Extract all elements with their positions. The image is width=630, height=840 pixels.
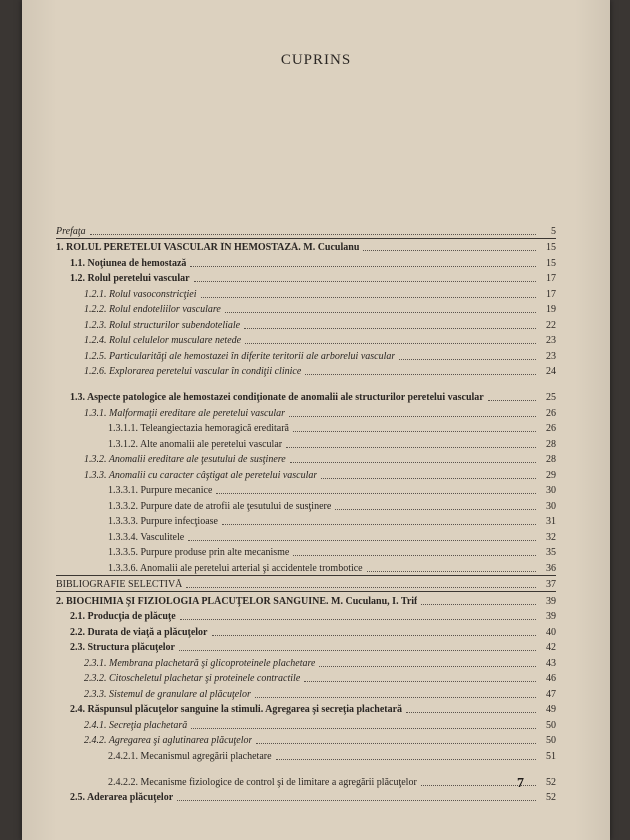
toc-entry [56, 591, 556, 608]
toc-entry-page: 37 [546, 579, 556, 590]
toc-entry-title: 2.5. Aderarea plăcuţelor [70, 792, 174, 803]
toc-entry-page: 23 [546, 335, 556, 346]
toc-entry-title: BIBLIOGRAFIE SELECTIVĂ [56, 579, 183, 590]
dot-leader [399, 359, 536, 360]
toc-entry-page: 26 [546, 423, 556, 434]
toc-entry-title: 1.2. Rolul peretelui vascular [70, 273, 190, 284]
dot-leader [276, 759, 536, 760]
dot-leader [255, 697, 536, 698]
toc-entry-page: 17 [546, 288, 556, 300]
toc-entry-page: 43 [546, 657, 556, 669]
toc-entry [56, 347, 556, 363]
toc-entry-title: 1.2.2. Rolul endoteliilor vasculare [84, 304, 221, 315]
toc-entry-page: 30 [546, 500, 556, 512]
toc-entry-title: Prefaţa [56, 225, 86, 237]
toc-entry-title: 2.3.1. Membrana plachetară şi glicoproteinele plachetare [84, 657, 316, 669]
toc-entry-page: 30 [546, 485, 556, 496]
toc-entry [56, 528, 556, 544]
toc-entry-page: 50 [546, 735, 556, 746]
toc-entry [56, 316, 556, 332]
toc-entry-page: 51 [546, 750, 556, 762]
toc-entry-page: 52 [546, 776, 556, 788]
toc-entry [56, 763, 556, 789]
toc-entry-page: 50 [546, 719, 556, 731]
toc-entry-title: 1.3.3. Anomalii cu caracter câştigat ale peretelui vascular [84, 469, 318, 481]
toc-entry-page: 35 [546, 547, 556, 558]
toc-entry-title: 2.4.1. Secreţia plachetară [84, 719, 188, 731]
toc-entry [56, 732, 556, 748]
toc-entry-title: 2.2. Durata de viaţă a plăcuţelor [70, 626, 208, 638]
toc-entry [56, 270, 556, 286]
toc-entry-title: 2.4.2.2. Mecanisme fiziologice de control şi de limitare a agregării plăcuţelor [108, 776, 417, 788]
dot-leader [286, 447, 536, 448]
toc-entry-title: 2.3. Structura plăcuţelor [70, 642, 175, 653]
toc-entry [56, 466, 556, 482]
toc-entry-title: 1.2.1. Rolul vasoconstricţiei [84, 288, 197, 300]
toc-entry [56, 363, 556, 379]
toc-entry-title: 1.3.3.2. Purpure date de atrofii ale ţesutului de susţinere [108, 500, 332, 512]
toc-entry-page: 40 [546, 626, 556, 638]
toc-entry [56, 254, 556, 270]
toc-entry-title: 2.4.2. Agregarea şi aglutinarea plăcuţelor [84, 735, 253, 746]
toc-entry [56, 513, 556, 529]
dot-leader [293, 431, 536, 432]
toc-entry [56, 716, 556, 732]
dot-leader [406, 712, 536, 713]
toc-entry-page: 49 [546, 704, 556, 715]
toc-entry-title: 1.3.2. Anomalii ereditare ale ţesutului de susţinere [84, 454, 286, 465]
toc-entry-title: 2.4.2.1. Mecanismul agregării plachetare [108, 750, 272, 762]
toc-entry-page: 52 [546, 792, 556, 803]
toc-entry-title: 1.3.3.5. Purpure produse prin alte mecanisme [108, 547, 290, 558]
toc-entry-title: 1.3.3.1. Purpure mecanice [108, 485, 213, 496]
dot-leader [194, 281, 536, 282]
dot-leader [186, 587, 536, 588]
dot-leader [180, 619, 536, 620]
dot-leader [304, 681, 536, 682]
dot-leader [319, 666, 536, 667]
dot-leader [321, 478, 536, 479]
dot-leader [290, 462, 536, 463]
toc-entry-page: 25 [546, 392, 556, 403]
dot-leader [256, 743, 536, 744]
toc-entry-page: 31 [546, 516, 556, 527]
dot-leader [289, 416, 536, 417]
toc-entry [56, 301, 556, 317]
page-title: CUPRINS [280, 52, 352, 68]
toc-entry-title: 2.3.3. Sistemul de granulare al plăcuţelor [84, 688, 251, 700]
toc-entry-page: 39 [546, 595, 556, 607]
toc-entry-title: 1.3.1.1. Teleangiectazia hemoragică ereditară [108, 423, 289, 434]
dot-leader [179, 650, 536, 651]
toc-entry-title: 2. BIOCHIMIA ŞI FIZIOLOGIA PLĂCUŢELOR SANGUINE. M. Cuculanu, I. Trif [56, 595, 418, 607]
toc-entry-page: 29 [546, 469, 556, 481]
toc-entry [56, 497, 556, 513]
dot-leader [222, 524, 536, 525]
dot-leader [216, 493, 536, 494]
toc-entry-page: 46 [546, 673, 556, 684]
toc-entry-title: 2.3.2. Citoscheletul plachetar şi proteinele contractile [84, 673, 301, 684]
toc-entry [56, 451, 556, 467]
toc-entry [56, 544, 556, 560]
toc-entry [56, 654, 556, 670]
toc-entry [56, 332, 556, 348]
toc-entry [56, 378, 556, 404]
dot-leader [190, 266, 536, 267]
toc-entry-page: 5 [551, 225, 556, 237]
toc-entry [56, 575, 556, 592]
toc-entry-page: 19 [546, 304, 556, 315]
toc-entry-title: 1.1. Noţiunea de hemostază [70, 257, 187, 269]
toc-entry-page: 39 [546, 611, 556, 622]
toc-entry-title: 2.4. Răspunsul plăcuţelor sanguine la stimuli. Agregarea şi secreţia plachetară [70, 704, 403, 715]
dot-leader [225, 312, 536, 313]
dot-leader [305, 374, 536, 375]
toc-entry-page: 47 [546, 688, 556, 700]
dot-leader [335, 509, 536, 510]
toc-entry-title: 1.3.3.4. Vasculitele [108, 531, 185, 543]
dot-leader [367, 571, 536, 572]
toc-entry [56, 639, 556, 655]
toc-entry [56, 670, 556, 686]
toc-entry-page: 15 [546, 257, 556, 269]
toc-entry-page: 23 [546, 350, 556, 362]
dot-leader [244, 328, 536, 329]
toc-entry-page: 28 [546, 438, 556, 450]
toc-entry [56, 285, 556, 301]
dot-leader [293, 555, 536, 556]
toc-entry [56, 789, 556, 805]
toc-entry-page: 24 [546, 366, 556, 377]
book-page [22, 0, 610, 840]
toc-entry-page: 17 [546, 273, 556, 284]
toc-entry-page: 28 [546, 454, 556, 465]
toc-entry [56, 238, 556, 255]
toc-entry-page: 36 [546, 562, 556, 574]
toc-entry-page: 42 [546, 642, 556, 653]
toc-entry-title: 1.3. Aspecte patologice ale hemostazei condiţionate de anomalii ale structurilor peretelui vascular [70, 392, 484, 403]
toc-entry-page: 15 [546, 242, 556, 253]
dot-leader [191, 728, 536, 729]
dot-leader [245, 343, 536, 344]
dot-leader [363, 250, 536, 251]
toc-entry-title: 1.3.3.6. Anomalii ale peretelui arterial şi accidentele trombotice [108, 562, 363, 574]
toc-entry [56, 623, 556, 639]
dot-leader [212, 635, 537, 636]
toc-entry-page: 32 [546, 531, 556, 543]
toc-entry-page: 22 [546, 319, 556, 331]
toc-entry [56, 435, 556, 451]
toc-entry [56, 701, 556, 717]
toc-entry [56, 608, 556, 624]
dot-leader [421, 604, 536, 605]
toc-entry-title: 1.3.1.2. Alte anomalii ale peretelui vascular [108, 438, 283, 450]
toc-entry [56, 404, 556, 420]
dot-leader [201, 297, 537, 298]
table-of-contents [56, 222, 556, 804]
toc-entry [56, 222, 556, 238]
toc-entry [56, 685, 556, 701]
toc-entry [56, 559, 556, 575]
dot-leader [177, 800, 536, 801]
toc-entry-title: 1. ROLUL PERETELUI VASCULAR ÎN HEMOSTAZĂ. M. Cuculanu [56, 242, 360, 253]
toc-entry-page: 26 [546, 407, 556, 419]
toc-entry-title: 1.2.3. Rolul structurilor subendoteliale [84, 319, 241, 331]
toc-entry [56, 482, 556, 498]
dot-leader [488, 400, 536, 401]
dot-leader [188, 540, 536, 541]
toc-entry-title: 1.2.5. Particularităţi ale hemostazei în diferite teritorii ale arborelui vascular [84, 350, 396, 362]
toc-entry-title: 1.3.1. Malformaţii ereditare ale peretelui vascular [84, 407, 286, 419]
toc-entry-title: 1.3.3.3. Purpure infecţioase [108, 516, 218, 527]
toc-entry-title: 1.2.6. Explorarea peretelui vascular în condiţii clinice [84, 366, 302, 377]
page-number: 7 [517, 776, 524, 791]
toc-entry-title: 2.1. Producţia de plăcuţe [70, 611, 176, 622]
toc-entry [56, 747, 556, 763]
toc-entry [56, 420, 556, 436]
dot-leader [90, 234, 536, 235]
toc-entry-title: 1.2.4. Rolul celulelor musculare netede [84, 335, 242, 346]
